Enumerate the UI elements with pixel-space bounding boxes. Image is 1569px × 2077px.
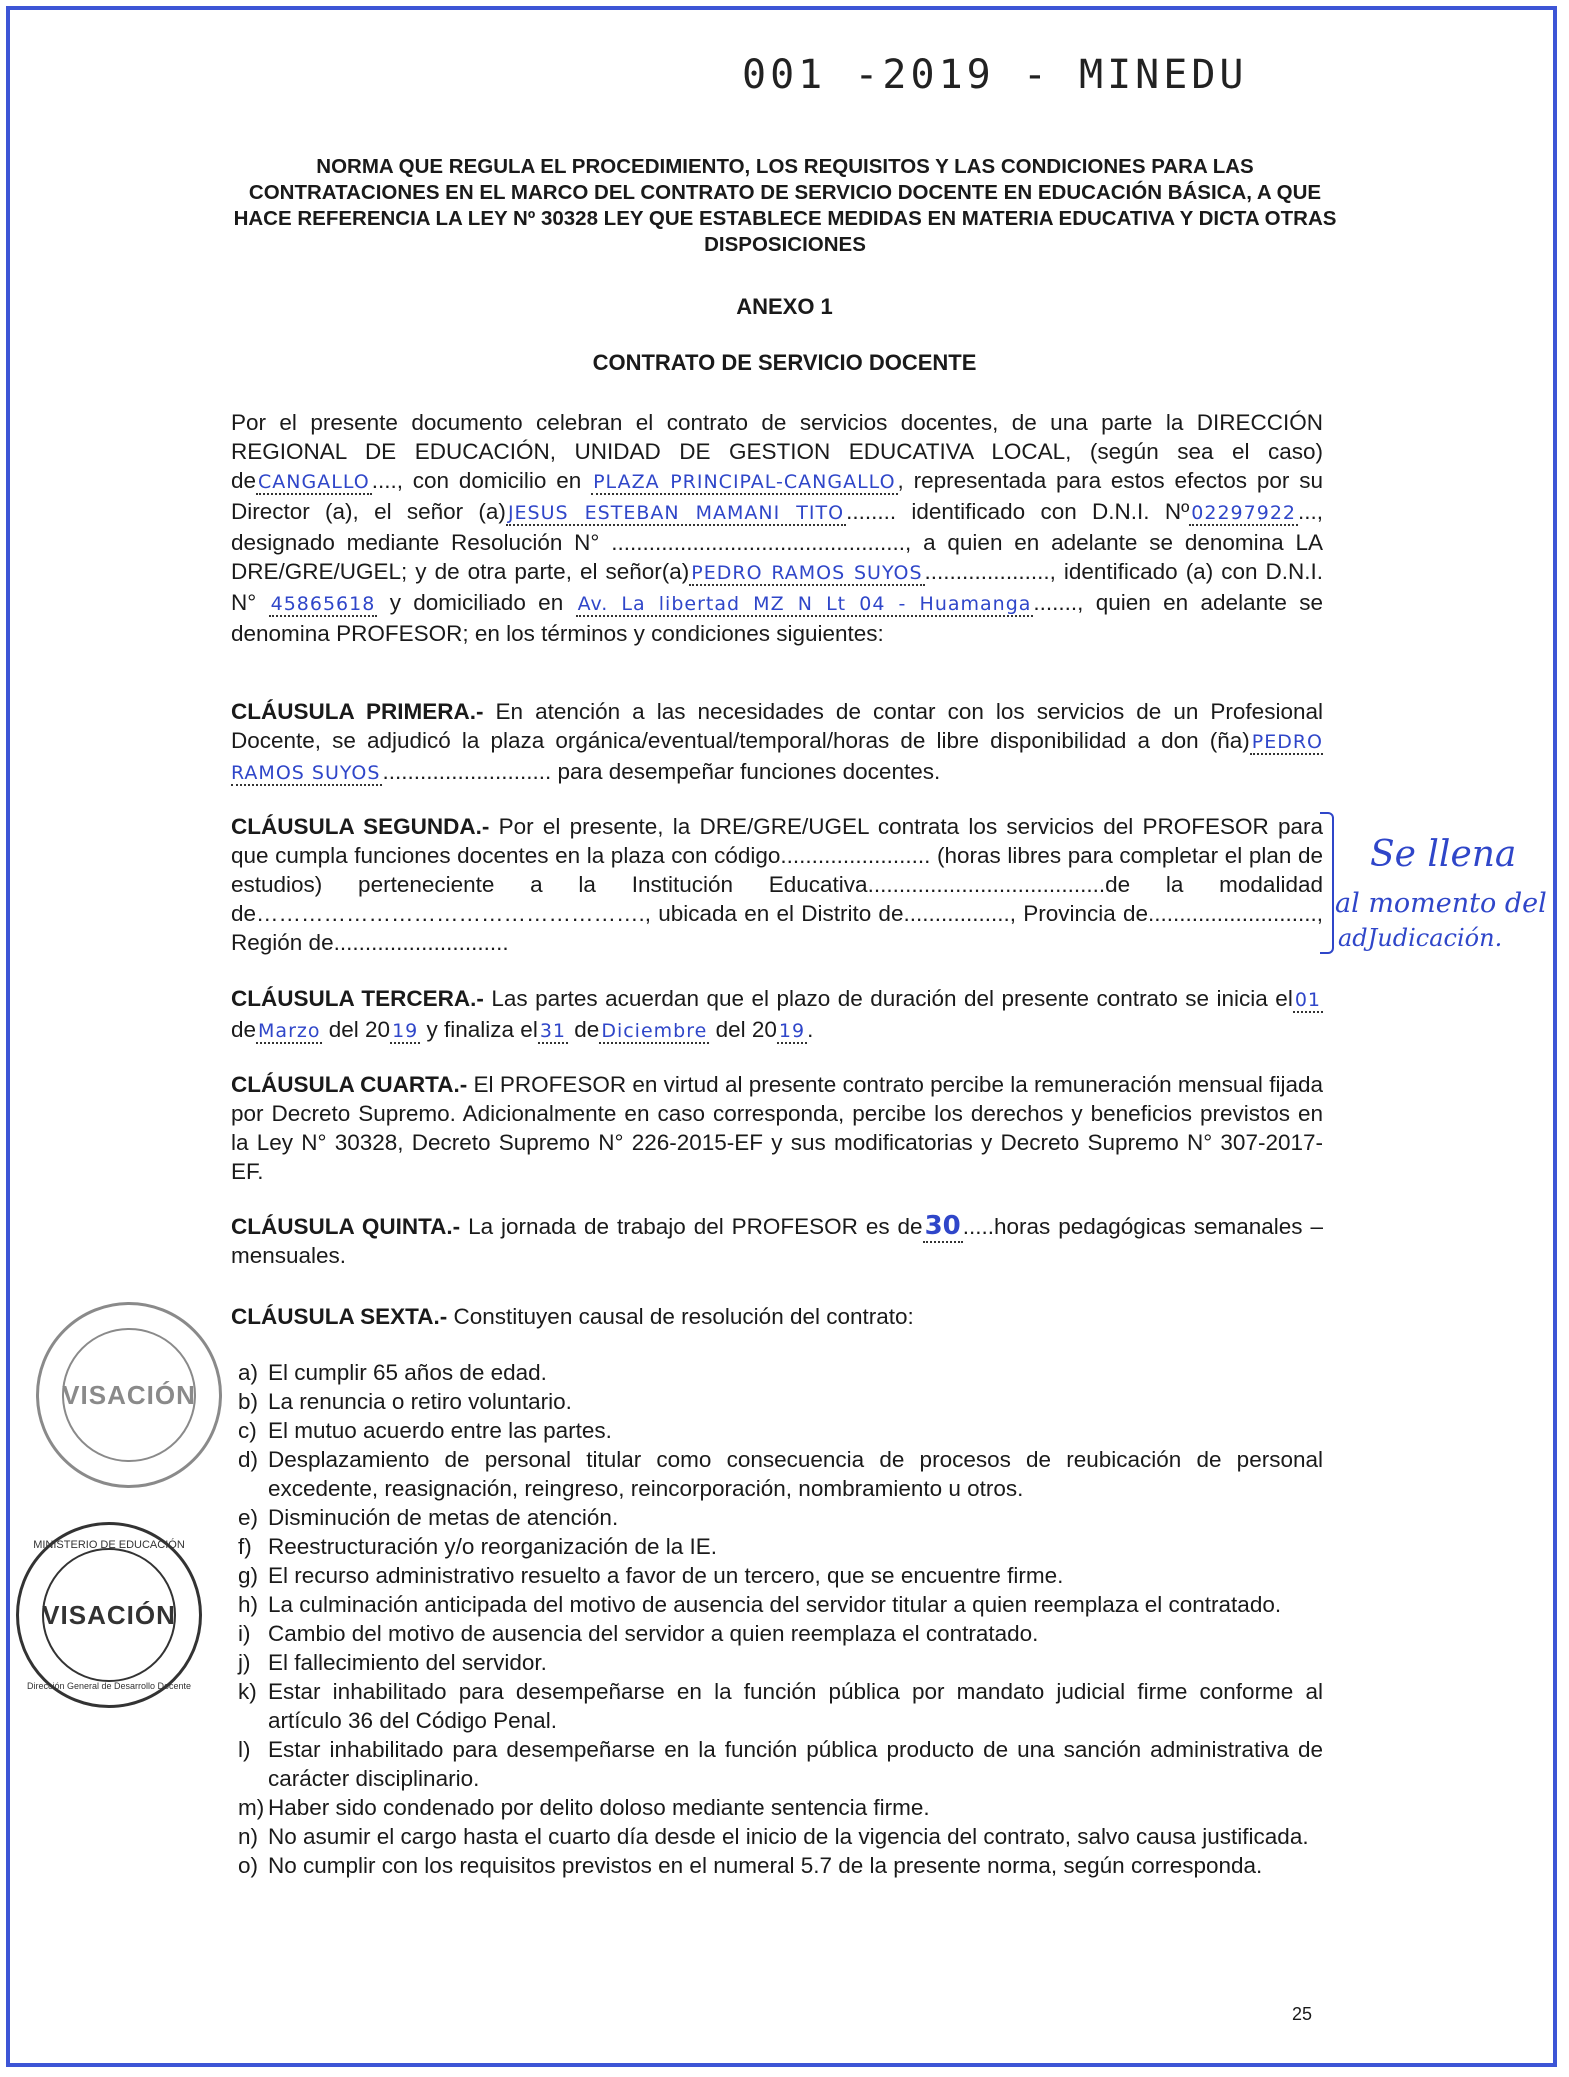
termination-cause-item xyxy=(238,1590,1323,1619)
handwritten-director: JESUS ESTEBAN MAMANI TITO xyxy=(507,502,845,524)
item-letter: a) xyxy=(238,1360,259,1385)
item-text: La renuncia o retiro voluntario. xyxy=(268,1389,572,1414)
item-letter: j) xyxy=(238,1650,251,1675)
clause-text: El PROFESOR en virtud al presente contrato percibe la remuneración mensual fijada por Decreto Supremo. Adicionalmente en caso corresponda, percibe los derechos y beneficios previstos en la Ley N° 30328, Decreto Supremo N° 226-2015-EF y sus modificatorias y Decreto Supremo N° 307-2017-EF. xyxy=(231,1072,1323,1184)
stamp-top-text: MINISTERIO DE EDUCACIÓN xyxy=(33,1539,185,1551)
termination-cause-item xyxy=(238,1735,1323,1793)
item-letter: g) xyxy=(238,1563,259,1588)
item-letter: c) xyxy=(238,1418,257,1443)
handwritten-address: PLAZA PRINCIPAL-CANGALLO xyxy=(593,471,896,493)
clause-text: Las partes acuerdan que el plazo de duración del presente contrato se inicia el xyxy=(491,986,1293,1011)
handwritten-director-dni: 02297922 xyxy=(1191,502,1297,524)
stamp-inner-ring xyxy=(62,1328,196,1462)
item-letter: e) xyxy=(238,1505,259,1530)
item-letter: o) xyxy=(238,1853,259,1878)
handwritten-bracket xyxy=(1320,812,1334,954)
clause-fifth xyxy=(231,1212,1323,1270)
item-text: No cumplir con los requisitos previstos en el numeral 5.7 de la presente norma, según corresponda. xyxy=(268,1853,1263,1878)
visacion-stamp xyxy=(36,1302,222,1488)
document-title: NORMA QUE REGULA EL PROCEDIMIENTO, LOS REQUISITOS Y LAS CONDICIONES PARA LAS CONTRATACIONES EN EL MARCO DEL CONTRATO DE SERVICIO DOCENTE EN EDUCACIÓN BÁSICA, A QUE HACE REFERENCIA LA LEY Nº 30328 LEY QUE ESTABLECE MEDIDAS EN MATERIA EDUCATIVA Y DICTA OTRAS DISPOSICIONES xyxy=(233,155,1337,256)
item-text: No asumir el cargo hasta el cuarto día desde el inicio de la vigencia del contrato, salvo causa justificada. xyxy=(268,1824,1309,1849)
item-letter: b) xyxy=(238,1389,259,1414)
clause-third xyxy=(231,984,1323,1046)
intro-paragraph xyxy=(231,408,1323,648)
handwritten-place: CANGALLO xyxy=(258,471,370,493)
clause-text: .....horas pedagógicas semanales – mensuales. xyxy=(231,1214,1323,1268)
intro-text: ...................., identificado (a) con D.N.I. N° xyxy=(231,559,1324,615)
handwritten-teacher-name: PEDRO RAMOS SUYOS xyxy=(691,562,923,584)
handwritten-home-address: Av. La libertad MZ N Lt 04 - Huamanga xyxy=(577,593,1032,615)
clause-text: En atención a las necesidades de contar con los servicios de un Profesional Docente, se adjudicó la plaza orgánica/eventual/temporal/horas de libre disponibilidad a don (ña) xyxy=(231,699,1323,753)
handwritten-start-day: 01 xyxy=(1294,989,1321,1011)
intro-text: y domiciliado en xyxy=(389,590,564,615)
clause-label: CLÁUSULA SEXTA.- xyxy=(231,1304,448,1329)
intro-text: ......., quien en adelante se denomina PROFESOR; en los términos y condiciones siguientes: xyxy=(231,590,1323,646)
item-text: Estar inhabilitado para desempeñarse en la función pública por mandato judicial firme conforme al artículo 36 del Código Penal. xyxy=(268,1679,1323,1733)
clause-text: La jornada de trabajo del PROFESOR es de xyxy=(468,1214,923,1239)
intro-text: ........ identificado con D.N.I. Nº xyxy=(846,499,1190,524)
margin-note-line: adJudicación. xyxy=(1338,924,1503,952)
termination-cause-item xyxy=(238,1503,1323,1532)
item-text: El cumplir 65 años de edad. xyxy=(268,1360,547,1385)
termination-cause-item xyxy=(238,1851,1323,1880)
item-letter: f) xyxy=(238,1534,252,1559)
clause-label: CLÁUSULA CUARTA.- xyxy=(231,1072,468,1097)
intro-text: ...., con domicilio en xyxy=(371,468,582,493)
handwritten-teacher-dni: 45865618 xyxy=(270,593,376,615)
clause-first xyxy=(231,697,1323,788)
termination-cause-item xyxy=(238,1793,1323,1822)
document-code: 001 -2019 - MINEDU xyxy=(742,52,1248,98)
item-text: Haber sido condenado por delito doloso mediante sentencia firme. xyxy=(268,1795,930,1820)
intro-text: , representada para estos efectos por su Director (a), el señor (a) xyxy=(231,468,1323,524)
margin-note-line: al momento del xyxy=(1335,888,1547,919)
clause-sixth xyxy=(231,1302,1323,1331)
termination-cause-item xyxy=(238,1445,1323,1503)
termination-cause-item xyxy=(238,1561,1323,1590)
item-letter: i) xyxy=(238,1621,251,1646)
termination-cause-item xyxy=(238,1387,1323,1416)
termination-cause-item xyxy=(238,1822,1323,1851)
clause-text: Por el presente, la DRE/GRE/UGEL contrata los servicios del PROFESOR para que cumpla funciones docentes en la plaza con código........................ (horas libres para completar el plan de estudios) perteneciente a la Institución Educativa......................................de la modalidad de……………………………………………., ubicada en el Distrito de................., Provincia de..........................., Región de............................ xyxy=(231,814,1323,955)
clause-label: CLÁUSULA PRIMERA.- xyxy=(231,699,484,724)
stamp-word: VISACIÓN xyxy=(42,1599,176,1630)
clause-text: ........................... para desempeñar funciones docentes. xyxy=(382,759,941,784)
intro-text: Por el presente documento celebran el contrato de servicios docentes, de una parte la DIRECCIÓN REGIONAL DE EDUCACIÓN, UNIDAD DE GESTION EDUCATIVA LOCAL, (según sea el caso) de xyxy=(231,410,1323,493)
clause-text: del 20 xyxy=(328,1017,391,1042)
clause-fourth xyxy=(231,1070,1323,1186)
clause-label: CLÁUSULA SEGUNDA.- xyxy=(231,814,490,839)
page-number: 25 xyxy=(1292,2004,1313,2024)
handwritten-teacher-name: PEDRO RAMOS SUYOS xyxy=(231,731,1323,784)
item-text: Cambio del motivo de ausencia del servidor a quien reemplaza el contratado. xyxy=(268,1621,1039,1646)
contract-heading: CONTRATO DE SERVICIO DOCENTE xyxy=(592,350,977,375)
ministry-stamp xyxy=(16,1522,202,1708)
clause-second xyxy=(231,812,1323,957)
clause-text: de xyxy=(231,1017,257,1042)
termination-cause-item xyxy=(238,1416,1323,1445)
clause-text: Constituyen causal de resolución del contrato: xyxy=(453,1304,914,1329)
stamp-word: VISACIÓN xyxy=(62,1379,196,1410)
handwritten-end-year: 19 xyxy=(778,1020,806,1042)
clause-text: de xyxy=(574,1017,600,1042)
annex-heading: ANEXO 1 xyxy=(736,294,833,319)
clause-text: del 20 xyxy=(715,1017,777,1042)
item-letter: l) xyxy=(238,1737,251,1762)
item-text: La culminación anticipada del motivo de ausencia del servidor titular a quien reemplaza el contratado. xyxy=(268,1592,1282,1617)
item-letter: n) xyxy=(238,1824,259,1849)
item-text: El mutuo acuerdo entre las partes. xyxy=(268,1418,612,1443)
termination-causes-list xyxy=(238,1358,1323,1880)
stamp-inner-ring xyxy=(42,1548,176,1682)
item-text: Estar inhabilitado para desempeñarse en la función pública producto de una sanción administrativa de carácter disciplinario. xyxy=(268,1737,1323,1791)
item-letter: h) xyxy=(238,1592,259,1617)
clause-text: . xyxy=(807,1017,814,1042)
item-letter: d) xyxy=(238,1447,259,1472)
handwritten-hours: 30 xyxy=(924,1211,961,1241)
margin-note-line: Se llena xyxy=(1370,834,1517,875)
clause-label: CLÁUSULA QUINTA.- xyxy=(231,1214,461,1239)
clause-text: y finaliza el xyxy=(426,1017,538,1042)
stamp-bottom-text: Dirección General de Desarrollo Docente xyxy=(26,1681,192,1691)
termination-cause-item xyxy=(238,1619,1323,1648)
handwritten-start-month: Marzo xyxy=(258,1020,321,1042)
handwritten-end-month: Diciembre xyxy=(601,1020,708,1042)
termination-cause-item xyxy=(238,1532,1323,1561)
handwritten-end-day: 31 xyxy=(539,1020,567,1042)
clause-label: CLÁUSULA TERCERA.- xyxy=(231,986,484,1011)
termination-cause-item xyxy=(238,1358,1323,1387)
item-letter: k) xyxy=(238,1679,257,1704)
termination-cause-item xyxy=(238,1648,1323,1677)
intro-text: ..., designado mediante Resolución N° ..............................................., a quien en adelante se denomina LA DRE/GRE/UGEL; y de otra parte, el señor(a) xyxy=(231,499,1324,584)
item-text: Desplazamiento de personal titular como consecuencia de procesos de reubicación de personal excedente, reasignación, reingreso, reincorporación, nombramiento u otros. xyxy=(268,1447,1323,1501)
item-letter: m) xyxy=(238,1795,265,1820)
termination-cause-item xyxy=(238,1677,1323,1735)
item-text: Disminución de metas de atención. xyxy=(268,1505,619,1530)
item-text: Reestructuración y/o reorganización de la IE. xyxy=(268,1534,717,1559)
item-text: El fallecimiento del servidor. xyxy=(268,1650,547,1675)
item-text: El recurso administrativo resuelto a favor de un tercero, que se encuentre firme. xyxy=(268,1563,1064,1588)
handwritten-start-year: 19 xyxy=(392,1020,419,1042)
